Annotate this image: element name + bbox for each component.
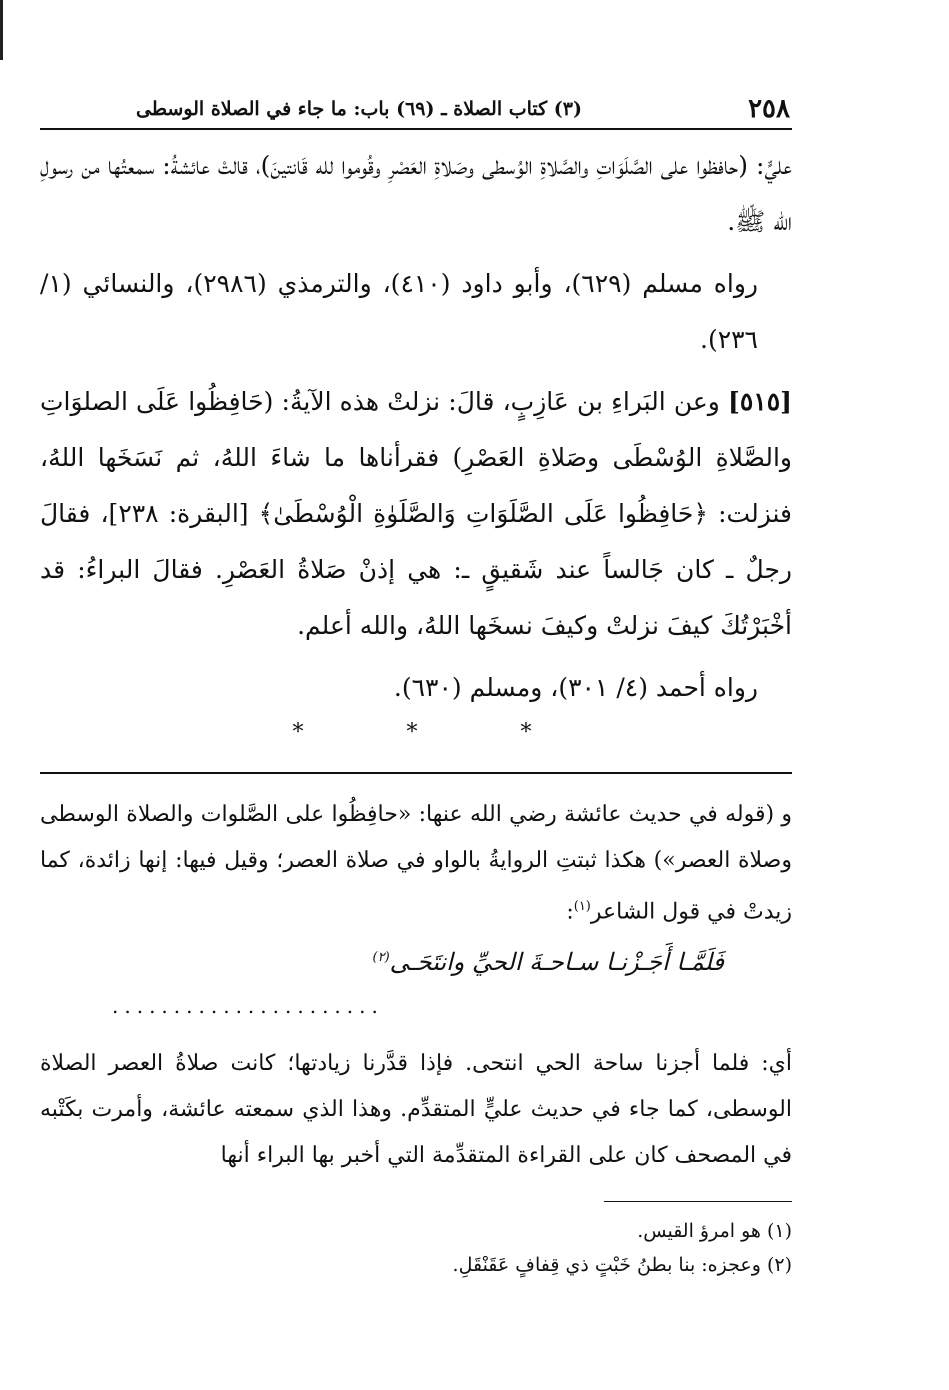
hadith-text: وعن البَراءِ بن عَازِبٍ، قالَ: نزلتْ هذه الآيةُ: (حَافِظُوا عَلَى الصلوَاتِ والصَّلاةِ الوُسْطَى وصَلاةِ العَصْرِ) فقرأناها ما شاءَ اللهُ، ثم نَسَخَها اللهُ، فنزلت: ﴿حَافِظُوا عَلَى الصَّلَوَاتِ وَالصَّلَوٰةِ الْوُسْطَىٰ﴾ [البقرة: ٢٣٨]، فقالَ رجلٌ ـ كان جَالساً عند شَقيقٍ ـ: هي إذنْ صَلاةُ العَصْرِ. فقالَ البراءُ: قد أخْبَرْتُكَ كيفَ نزلتْ وكيفَ نسخَها اللهُ، والله أعلم. xyxy=(40,387,792,640)
commentary-intro xyxy=(40,792,792,935)
hadith-number: [٥١٥] xyxy=(728,387,792,416)
hadith-source: رواه مسلم (٦٢٩)، وأبو داود (٤١٠)، والترمذي (٢٩٨٦)، والنسائي (١/ ٢٣٦). xyxy=(40,269,758,354)
scan-edge xyxy=(0,0,3,60)
footnotes xyxy=(40,1214,792,1282)
footnote-ref-1: (١) xyxy=(573,899,591,914)
footnote-2: (٢) وعجزه: بنا بطنُ خَبْتٍ ذي قِفافٍ عَقَنْقَلِ. xyxy=(452,1254,792,1277)
poetry-verse xyxy=(40,935,792,985)
footnote-1: (١) هو امرؤ القيس. xyxy=(637,1220,792,1243)
running-title: (٣) كتاب الصلاة ـ (٦٩) باب: ما جاء في الصلاة الوسطى xyxy=(135,98,582,120)
verse-text: فَلَمَّـا أَجَـزْنـا سـاحـةَ الحيِّ وانتَحَـى xyxy=(389,948,724,977)
commentary-paragraph: أي: فلما أجزنا ساحة الحي انتحى. فإذا قدَّرنا زيادتها؛ كانت صلاةُ العصر الصلاة الوسطى، كما جاء في حديث عليٍّ المتقدِّم. وهذا الذي سمعته عائشة، وأمرت بكَتْبه في المصحف كان على القراءة المتقدِّمة التي أخبر بها البراء أنها xyxy=(40,1051,792,1169)
commentary xyxy=(40,792,792,1179)
commentary-intro-text: و (قوله في حديث عائشة رضي الله عنها: «حافِظُوا على الصَّلوات والصلاة الوسطى وصلاة العصر») هكذا ثبتتِ الروايةُ بالواو في صلاة العصر؛ وقيل فيها: إنها زائدة، كما زيدتْ في قول الشاعر xyxy=(40,802,792,925)
page-number: ٢٥٨ xyxy=(748,94,790,124)
hadith-source-2: رواه أحمد (٤/ ٣٠١)، ومسلم (٦٣٠). xyxy=(393,673,758,702)
section-separator-stars: * * * xyxy=(292,720,580,745)
commentary-intro-end: : xyxy=(566,899,574,925)
book-page xyxy=(40,88,792,1282)
hadith-ending-paragraph: عليٍّ: (حافظوا على الصَّلَوَاتِ والصَّلاةِ الوُسطى وصَلاةِ العَصْرِ وقُوموا لله قَانتينَ)، قالتْ عائشةُ: سمعتُها من رسولِ الله ﷺ. xyxy=(40,151,792,236)
ellipsis-dots: ...................... xyxy=(112,994,384,1019)
main-text xyxy=(40,138,792,750)
footnote-ref-2: (٢) xyxy=(372,950,390,966)
page-header xyxy=(40,88,792,130)
text-commentary-divider xyxy=(40,772,792,774)
hadith-paragraph xyxy=(40,374,792,654)
footnote-divider xyxy=(604,1201,792,1202)
